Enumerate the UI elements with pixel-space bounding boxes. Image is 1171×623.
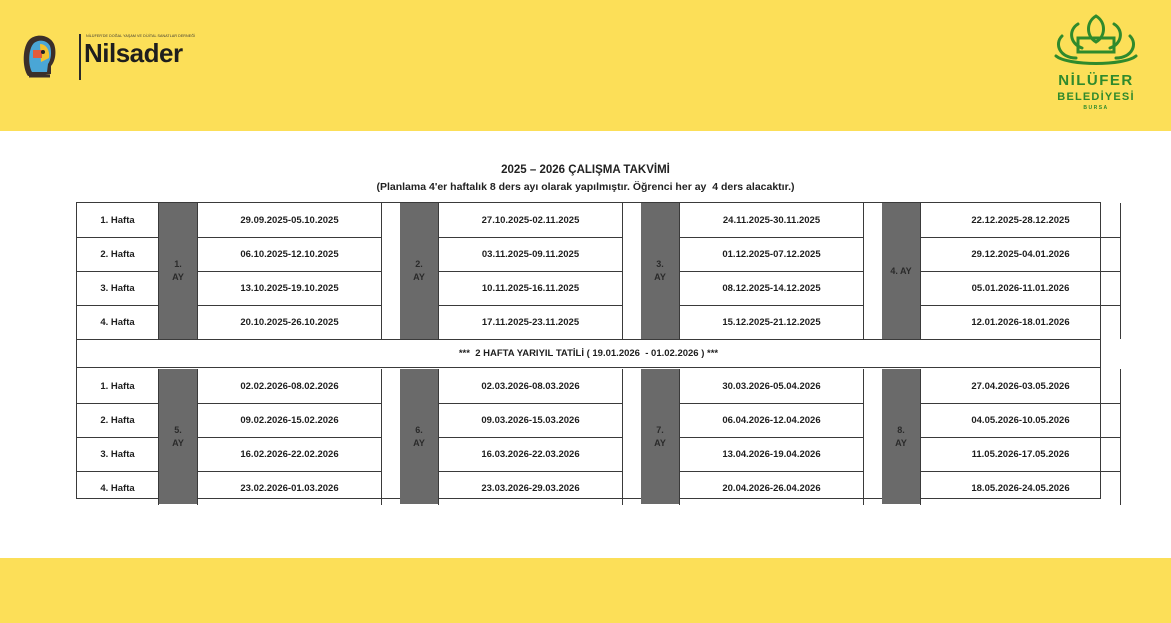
nilufer-subtitle: BELEDİYESİ [1057,91,1135,103]
week-label: 1. Hafta [77,369,159,403]
week-date-range: 11.05.2026-17.05.2026 [920,437,1121,471]
week-date-range: 15.12.2025-21.12.2025 [679,305,864,339]
week-date-range: 22.12.2025-28.12.2025 [920,203,1121,237]
nilsader-name: Nilsader [84,38,183,68]
week-date-range: 01.12.2025-07.12.2025 [679,237,864,271]
week-date-range: 02.02.2026-08.02.2026 [197,369,382,403]
month-label: 4. AY [882,203,920,339]
week-label: 4. Hafta [77,471,159,505]
month-label: 2. AY [400,203,438,339]
month-label: 8. AY [882,369,920,504]
week-date-range: 27.04.2026-03.05.2026 [920,369,1121,403]
week-label: 3. Hafta [77,437,159,471]
nilsader-logo [20,28,196,82]
week-date-range: 23.03.2026-29.03.2026 [438,471,623,505]
week-date-range: 12.01.2026-18.01.2026 [920,305,1121,339]
week-date-range: 23.02.2026-01.03.2026 [197,471,382,505]
month-label: 7. AY [641,369,679,504]
nilsader-tagline: NİLÜFER'DE DOĞAL YAŞAM VE DİJİTAL SANATLAR DERNEĞİ [86,34,196,38]
nilufer-logo [1040,8,1152,120]
week-date-range: 20.04.2026-26.04.2026 [679,471,864,505]
week-date-range: 02.03.2026-08.03.2026 [438,369,623,403]
logo-divider [79,34,81,80]
week-label: 1. Hafta [77,203,159,237]
week-date-range: 09.03.2026-15.03.2026 [438,403,623,437]
week-date-range: 20.10.2025-26.10.2025 [197,305,382,339]
week-date-range: 18.05.2026-24.05.2026 [920,471,1121,505]
week-date-range: 06.10.2025-12.10.2025 [197,237,382,271]
month-label: 3. AY [641,203,679,339]
week-label: 2. Hafta [77,237,159,271]
week-date-range: 30.03.2026-05.04.2026 [679,369,864,403]
page-title: 2025 – 2026 ÇALIŞMA TAKVİMİ [501,164,670,176]
week-date-range: 13.04.2026-19.04.2026 [679,437,864,471]
month-label: 1. AY [159,203,197,339]
week-date-range: 29.09.2025-05.10.2025 [197,203,382,237]
week-date-range: 27.10.2025-02.11.2025 [438,203,623,237]
week-date-range: 16.02.2026-22.02.2026 [197,437,382,471]
nilufer-title: NİLÜFER [1058,72,1134,89]
week-date-range: 17.11.2025-23.11.2025 [438,305,623,339]
page-subtitle: (Planlama 4'er haftalık 8 ders ayı olarak yapılmıştır. Öğrenci her ay 4 ders alacaktır.) [376,181,795,193]
week-date-range: 03.11.2025-09.11.2025 [438,237,623,271]
week-date-range: 29.12.2025-04.01.2026 [920,237,1121,271]
week-date-range: 24.11.2025-30.11.2025 [679,203,864,237]
footer-band [0,558,1171,623]
semester-break-row: *** 2 HAFTA YARIYIL TATİLİ ( 19.01.2026 - 01.02.2026 ) *** [77,339,1100,368]
nilsader-face-icon [20,32,58,78]
week-label: 4. Hafta [77,305,159,339]
week-date-range: 10.11.2025-16.11.2025 [438,271,623,305]
week-date-range: 13.10.2025-19.10.2025 [197,271,382,305]
calendar-table [76,202,1101,499]
week-date-range: 09.02.2026-15.02.2026 [197,403,382,437]
nilufer-city: BURSA [1083,105,1109,111]
week-date-range: 05.01.2026-11.01.2026 [920,271,1121,305]
week-date-range: 04.05.2026-10.05.2026 [920,403,1121,437]
week-label: 2. Hafta [77,403,159,437]
week-date-range: 16.03.2026-22.03.2026 [438,437,623,471]
week-date-range: 06.04.2026-12.04.2026 [679,403,864,437]
month-label: 6. AY [400,369,438,504]
month-label: 5. AY [159,369,197,504]
week-label: 3. Hafta [77,271,159,305]
week-date-range: 08.12.2025-14.12.2025 [679,271,864,305]
lotus-icon [1048,8,1144,70]
